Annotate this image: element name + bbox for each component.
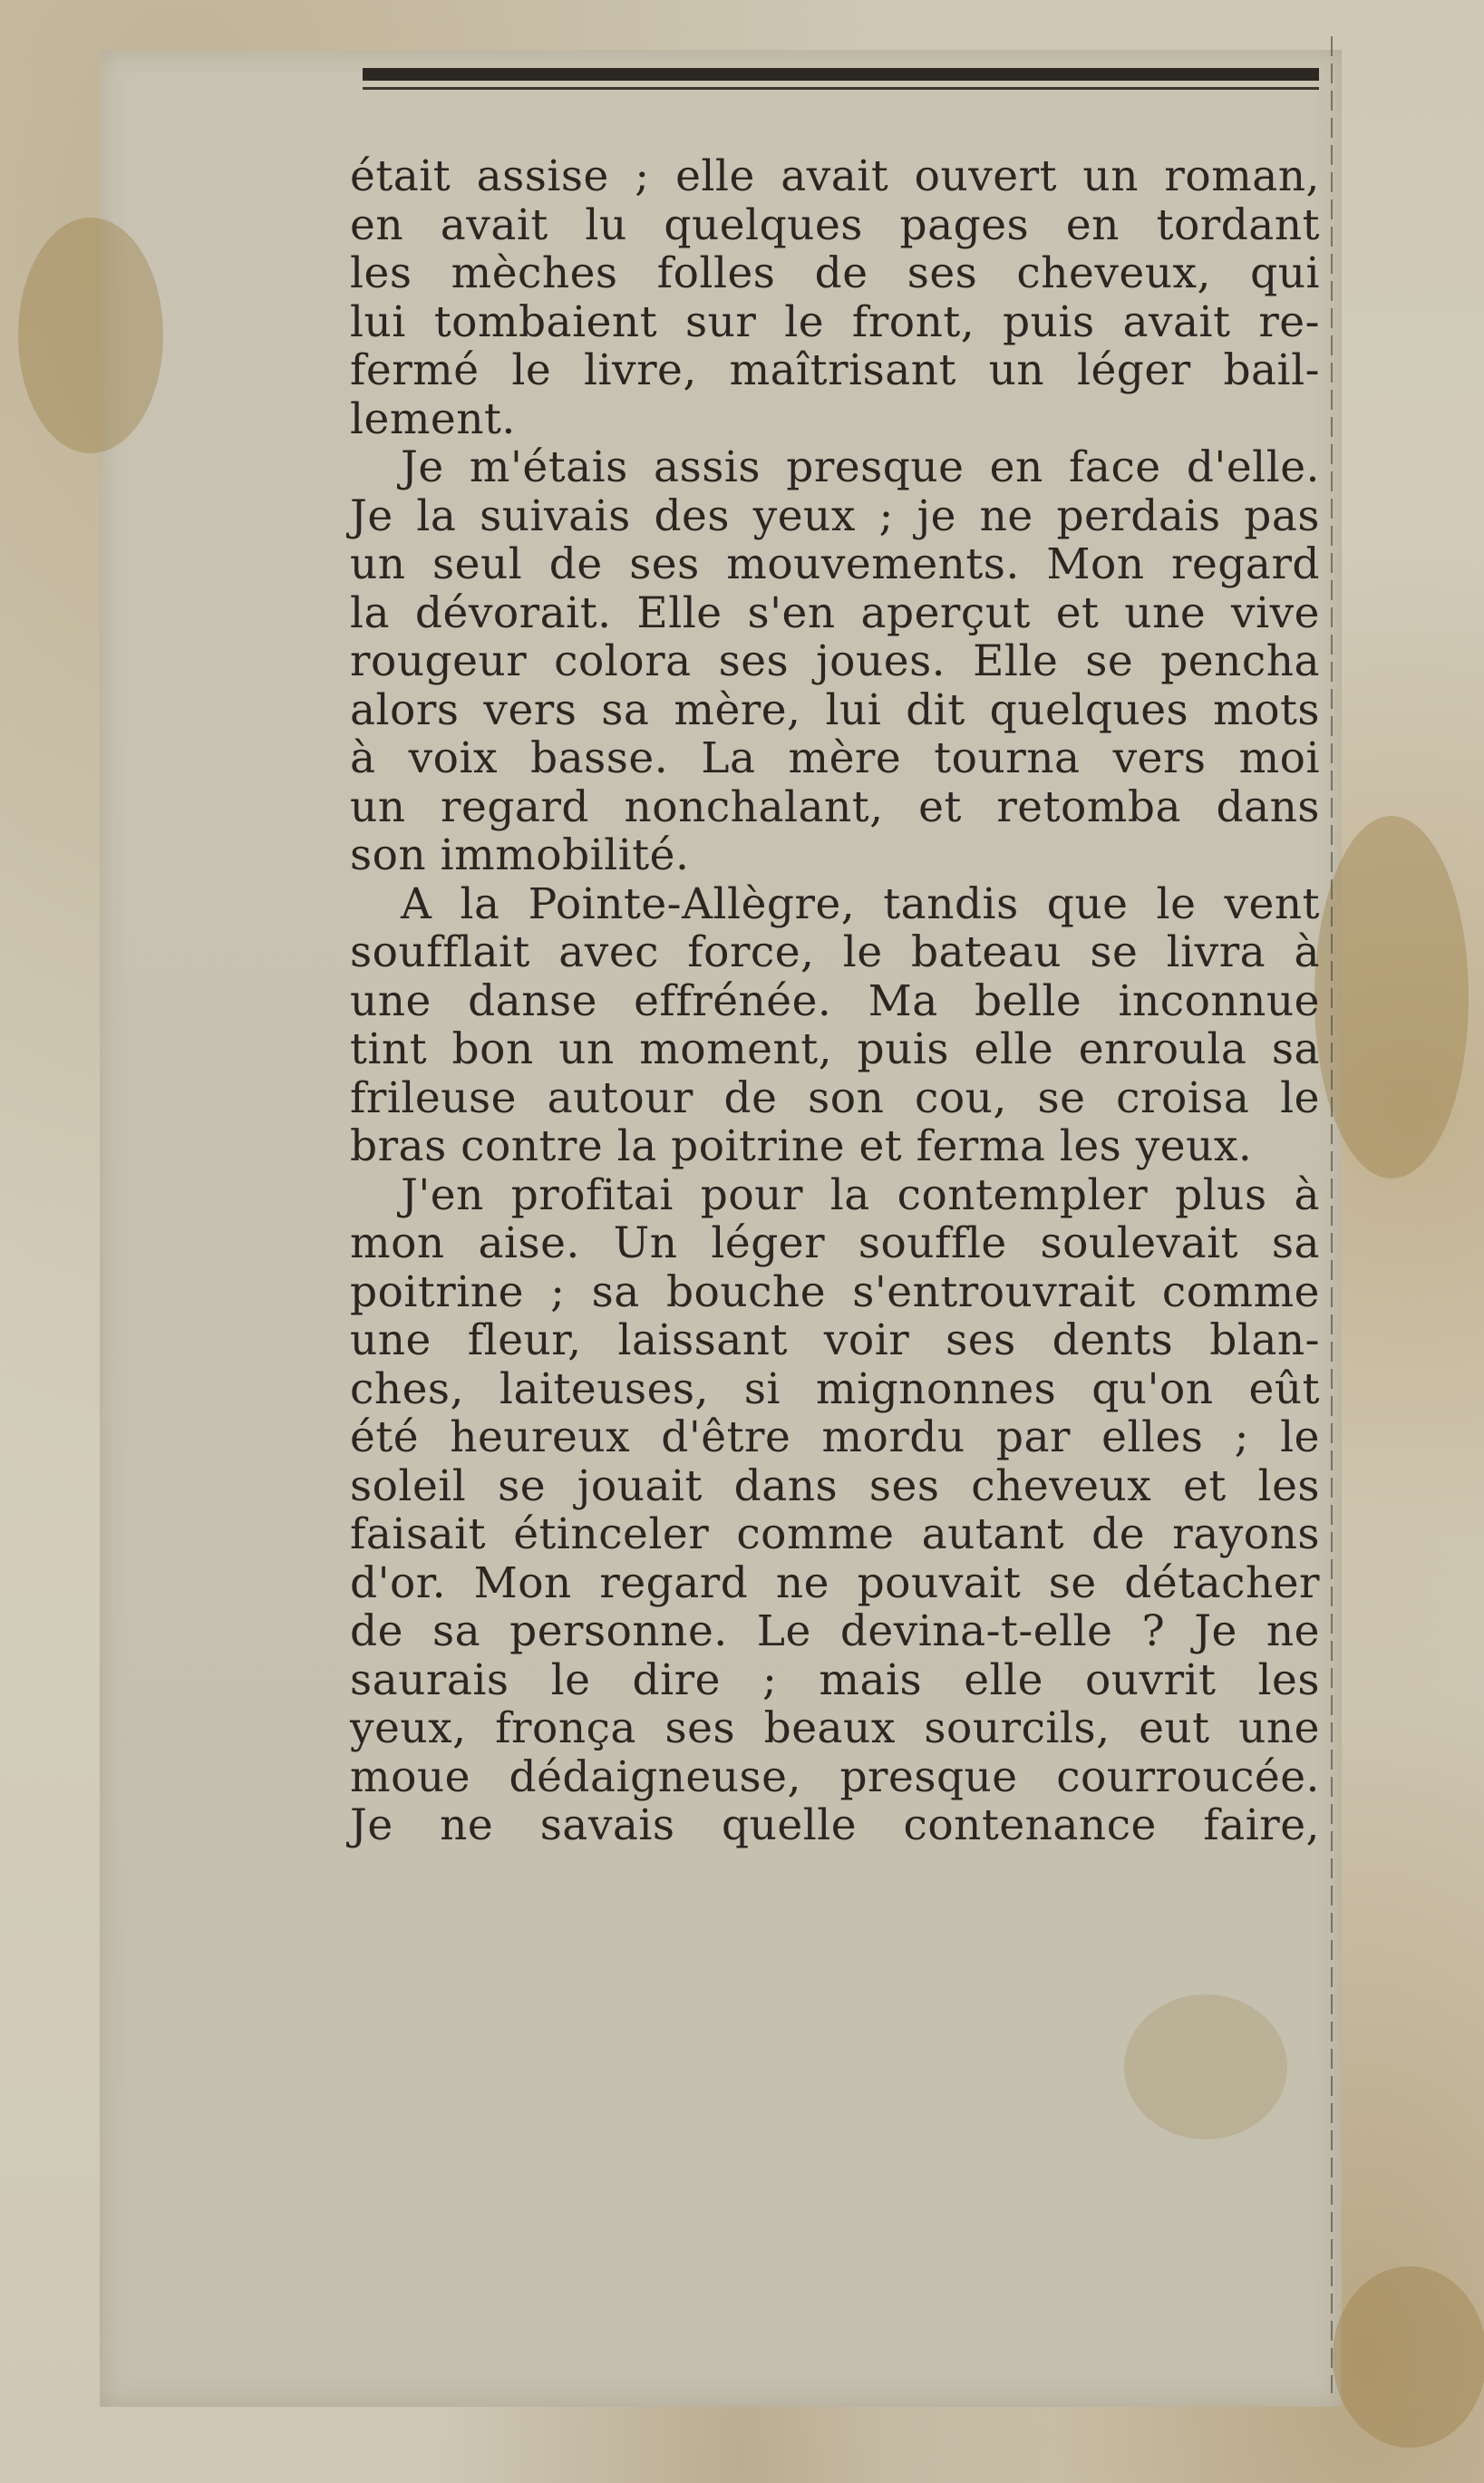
text-line: un seul de ses mouvements. Mon regard [350, 539, 1320, 589]
text-line: bras contre la poitrine et ferma les yeux. [350, 1121, 1253, 1171]
text-line: lui tombaient sur le front, puis avait re- [350, 296, 1320, 347]
text-line: rougeur colora ses joues. Elle se pencha [350, 636, 1320, 686]
header-rule [363, 68, 1319, 81]
text-line: faisait étinceler comme autant de rayons [350, 1509, 1320, 1559]
text-line: fermé le livre, maîtrisant un léger bail- [350, 345, 1320, 395]
text-line: tint bon un moment, puis elle enroula sa [350, 1024, 1320, 1074]
text-line: était assise ; elle avait ouvert un roman, [350, 151, 1320, 201]
text-line: saurais le dire ; mais elle ouvrit les [350, 1654, 1320, 1705]
text-line: yeux, fronça ses beaux sourcils, eut une [350, 1703, 1320, 1753]
text-line: Je m'étais assis presque en face d'elle. [401, 442, 1320, 492]
stain-right-lower [1124, 1994, 1287, 2139]
text-line: J'en profitai pour la contempler plus à [401, 1169, 1320, 1220]
paragraph-3 [350, 880, 1320, 1171]
text-line: son immobilité. [350, 830, 690, 880]
text-line: alors vers sa mère, lui dit quelques mots [350, 684, 1320, 735]
column-border [1331, 36, 1333, 2393]
text-line: Je la suivais des yeux ; je ne perdais pas [350, 490, 1320, 541]
text-line: de sa personne. Le devina-t-elle ? Je ne [350, 1606, 1320, 1656]
text-line: poitrine ; sa bouche s'entrouvrait comme [350, 1266, 1320, 1317]
text-line: soufflait avec force, le bateau se livra à [350, 927, 1320, 977]
text-line: ches, laiteuses, si mignonnes qu'on eût [350, 1363, 1320, 1414]
article-text [350, 152, 1320, 1850]
stain-right-bottom [1333, 2266, 1484, 2448]
paragraph-1 [350, 152, 1320, 443]
text-line: une danse effrénée. Ma belle inconnue [350, 975, 1320, 1026]
paragraph-2 [350, 443, 1320, 880]
text-line: en avait lu quelques pages en tordant [350, 199, 1320, 250]
stain-top-left [18, 218, 163, 453]
text-line: les mèches folles de ses cheveux, qui [350, 248, 1320, 298]
header-rule-thin [363, 87, 1319, 90]
stain-right-mid [1314, 816, 1469, 1178]
text-line: lement. [350, 393, 516, 444]
text-line: à voix basse. La mère tourna vers moi [350, 733, 1320, 783]
text-line: la dévorait. Elle s'en aperçut et une vive [350, 587, 1320, 638]
text-line: Je ne savais quelle contenance faire, [350, 1800, 1320, 1850]
text-line: un regard nonchalant, et retomba dans [350, 781, 1320, 832]
text-line: A la Pointe-Allègre, tandis que le vent [401, 878, 1320, 929]
text-line: mon aise. Un léger souffle soulevait sa [350, 1218, 1320, 1268]
text-line: une fleur, laissant voir ses dents blan- [350, 1315, 1320, 1365]
text-line: frileuse autour de son cou, se croisa le [350, 1072, 1320, 1123]
paragraph-4 [350, 1171, 1320, 1850]
text-line: moue dédaigneuse, presque courroucée. [350, 1751, 1320, 1802]
text-line: été heureux d'être mordu par elles ; le [350, 1412, 1320, 1462]
text-line: soleil se jouait dans ses cheveux et les [350, 1460, 1320, 1511]
text-line: d'or. Mon regard ne pouvait se détacher [350, 1557, 1320, 1608]
